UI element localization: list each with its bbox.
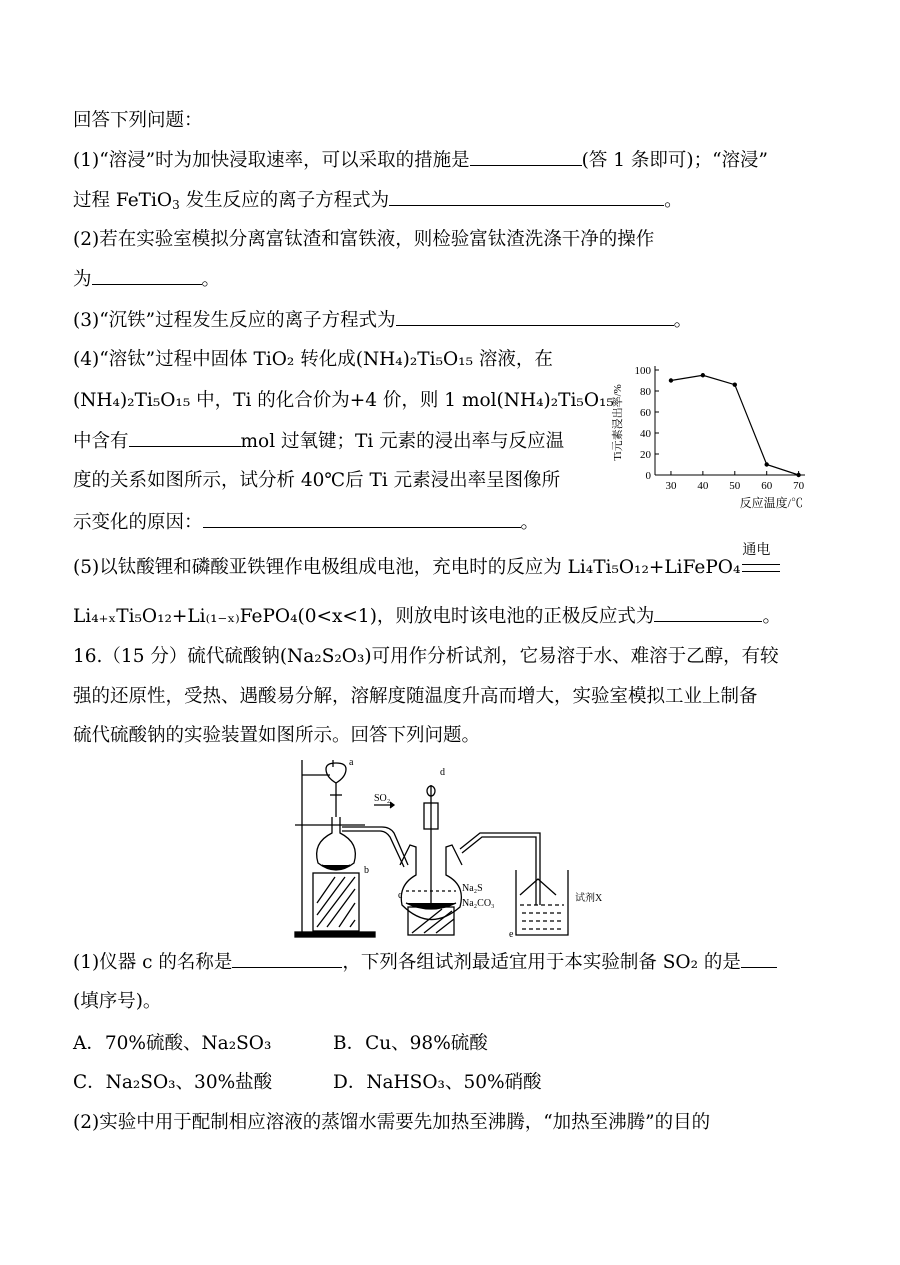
q16-line1: 16.（15 分）硫代硫酸钠(Na₂S₂O₃)可用作分析试剂，它易溶于水、难溶于乙醇，有较 <box>73 646 779 667</box>
q4-line3 <box>73 428 564 455</box>
label-a: a <box>349 757 354 768</box>
label-na2s: Na₂S <box>462 883 483 894</box>
q5-line2 <box>73 603 781 630</box>
q4-line5 <box>73 509 539 536</box>
q5-end: 。 <box>762 606 781 627</box>
q16-1-text-a: (1)仪器 c 的名称是 <box>73 952 233 973</box>
q16-2-line1: (2)实验中用于配制相应溶液的蒸馏水需要先加热至沸腾，“加热至沸腾”的目的 <box>73 1112 711 1133</box>
x-axis-label: 反应温度/℃ <box>739 496 803 510</box>
q16-line2: 强的还原性，受热、遇酸易分解，溶解度随温度升高而增大，实验室模拟工业上制备 <box>73 686 758 707</box>
q1-end: 。 <box>664 190 683 211</box>
data-point <box>669 378 673 382</box>
q1-blank-measure[interactable] <box>470 147 582 166</box>
intro-text: 回答下列问题： <box>73 110 203 131</box>
q3-end: 。 <box>673 310 693 331</box>
q16-1-blank-name[interactable] <box>232 949 342 968</box>
funnel-inverted <box>520 879 556 895</box>
x-tick-label: 30 <box>665 480 677 492</box>
stand-base <box>295 932 375 937</box>
separatory-funnel <box>326 760 346 783</box>
option-d[interactable]: D．NaHSO₃、50%硝酸 <box>333 1072 542 1093</box>
option-a[interactable]: A．70%硫酸、Na₂SO₃ <box>73 1033 272 1054</box>
q2-line2 <box>73 266 220 293</box>
y-tick-label: 100 <box>634 365 651 377</box>
q1-text-a: (1)“溶浸”时为加快浸取速率，可以采取的措施是 <box>73 150 470 171</box>
q5-blank[interactable] <box>654 603 762 622</box>
label-e: e <box>509 929 514 940</box>
q4-end: 。 <box>520 512 540 533</box>
q16-1-blank-choice[interactable] <box>741 949 777 968</box>
q2-text-b: 为 <box>73 269 92 290</box>
label-d: d <box>440 767 445 778</box>
beaker-e <box>516 870 568 935</box>
q3-text: (3)“沉铁”过程发生反应的离子方程式为 <box>73 310 396 331</box>
q1-line1 <box>73 147 768 174</box>
q4-text-5a: 示变化的原因： <box>73 512 203 533</box>
y-tick-label: 40 <box>640 428 651 440</box>
leach-rate-line <box>671 375 799 475</box>
data-point <box>733 383 737 387</box>
q2-line1: (2)若在实验室模拟分离富钛渣和富铁液，则检验富钛渣洗涤干净的操作 <box>73 229 655 250</box>
q4-line4: 度的关系如图所示，试分析 40℃后 Ti 元素浸出率呈图像所 <box>73 470 561 491</box>
y-axis-label: Ti元素浸出率/% <box>612 384 624 461</box>
label-b: b <box>364 865 369 876</box>
y-tick-label: 20 <box>640 449 651 461</box>
q1-text-c: 过程 FeTiO <box>73 190 173 211</box>
data-point <box>796 473 800 477</box>
gas-tube-2 <box>460 833 540 905</box>
q4-text-3a: 中含有 <box>73 431 129 452</box>
x-tick-label: 50 <box>729 480 741 492</box>
y-tick-label: 0 <box>645 470 651 482</box>
q16-1-line1 <box>73 949 777 976</box>
data-point <box>765 462 769 466</box>
q16-line3: 硫代硫酸钠的实验装置如图所示。回答下列问题。 <box>73 725 481 746</box>
label-c: c <box>398 890 403 901</box>
electrolysis-label: 通电 <box>742 542 771 558</box>
data-point <box>701 373 705 377</box>
option-b[interactable]: B．Cu、98%硫酸 <box>333 1033 488 1054</box>
q5-line1 <box>73 542 782 581</box>
q1-line2 <box>73 187 683 214</box>
x-tick-label: 70 <box>793 480 805 492</box>
q4-text-3b: mol 过氧键；Ti 元素的浸出率与反应温 <box>240 431 565 452</box>
q4-blank-reason[interactable] <box>203 509 521 528</box>
option-c[interactable]: C．Na₂SO₃、30%盐酸 <box>73 1072 273 1093</box>
label-so2: SO₂ <box>374 793 391 804</box>
q1-text-b: (答 1 条即可)；“溶浸” <box>581 150 769 171</box>
x-tick-label: 40 <box>697 480 709 492</box>
q1-sub: 3 <box>172 198 180 212</box>
q2-end: 。 <box>201 269 221 290</box>
q16-1-line2: (填序号)。 <box>73 991 162 1012</box>
q4-line1: (4)“溶钛”过程中固体 TiO₂ 转化成(NH₄)₂Ti₅O₁₅ 溶液，在 <box>73 349 553 370</box>
q1-text-d: 发生反应的离子方程式为 <box>179 190 390 211</box>
ti-leaching-chart <box>605 357 825 517</box>
label-na2co3: Na₂CO₃ <box>462 898 495 909</box>
q2-blank[interactable] <box>92 266 202 285</box>
q4-line2: (NH₄)₂Ti₅O₁₅ 中，Ti 的化合价为+4 价，则 1 mol(NH₄)₂Ti₅O₁₅ <box>73 390 614 411</box>
q5-text-2: Li₄₊ₓTi₅O₁₂+Li₍₁₋ₓ₎FePO₄(0<x<1)，则放电时该电池的正极反应式为 <box>73 606 655 627</box>
x-tick-label: 60 <box>761 480 773 492</box>
q4-blank-peroxide[interactable] <box>129 428 241 447</box>
q3-line <box>73 307 692 334</box>
q1-blank-equation[interactable] <box>389 187 664 206</box>
label-reagent-x: 试剂X <box>575 893 603 904</box>
apparatus-diagram <box>290 755 630 940</box>
electrolysis-arrow <box>740 542 782 581</box>
q3-blank[interactable] <box>396 307 674 326</box>
y-tick-label: 60 <box>640 407 651 419</box>
q16-1-text-b: ，下列各组试剂最适宜用于本实验制备 SO₂ 的是 <box>342 952 741 973</box>
double-line-icon <box>742 564 780 572</box>
gas-tube-1 <box>342 827 408 865</box>
y-tick-label: 80 <box>640 386 651 398</box>
q5-text-1: (5)以钛酸锂和磷酸亚铁锂作电极组成电池，充电时的反应为 Li₄Ti₅O₁₂+LiFePO₄ <box>73 557 741 578</box>
